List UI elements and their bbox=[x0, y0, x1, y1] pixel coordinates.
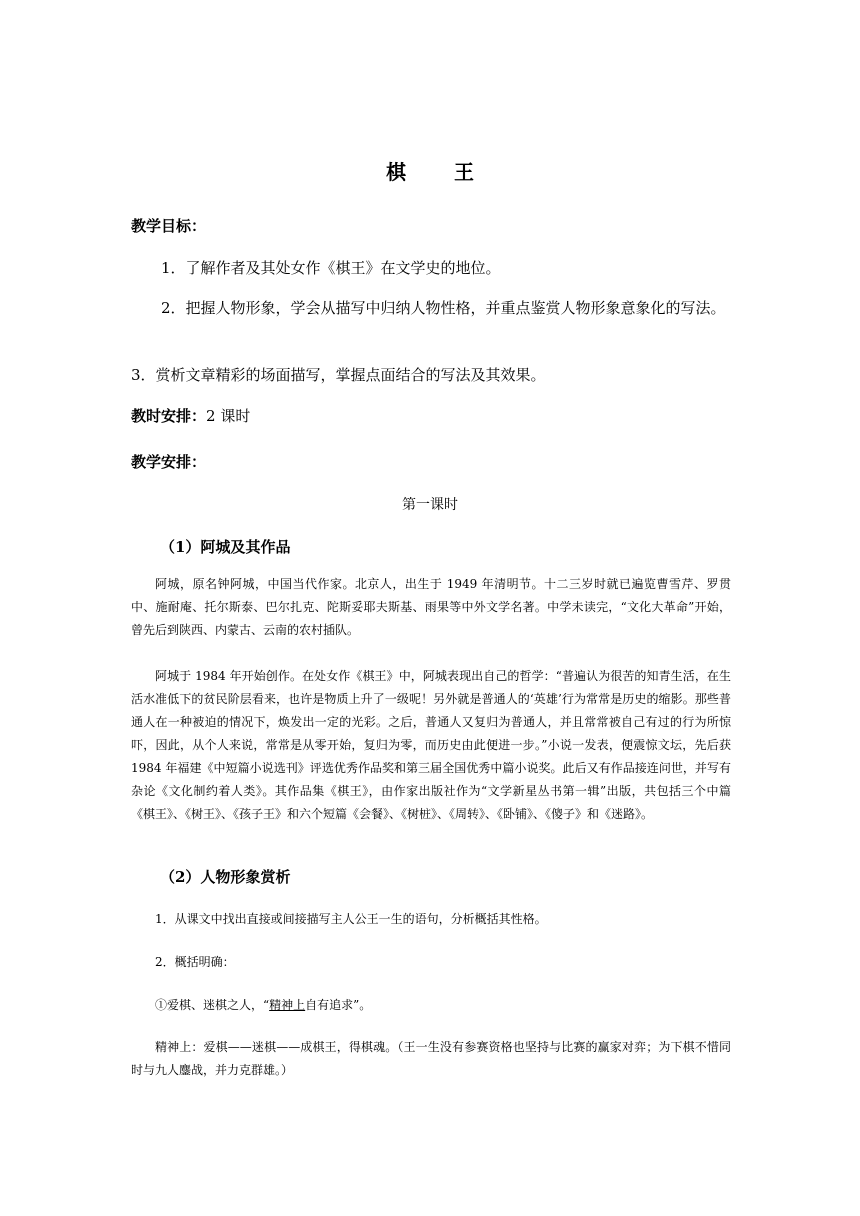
schedule-label: 教时安排： bbox=[131, 407, 207, 425]
point-1-suffix: 自有追求”。 bbox=[305, 998, 372, 1012]
point-1-prefix: ①爱棋、迷棋之人，“ bbox=[155, 998, 270, 1012]
schedule-line bbox=[131, 404, 731, 429]
schedule-value: 2 课时 bbox=[206, 407, 251, 425]
document-title: 棋 王 bbox=[386, 160, 488, 184]
question-2: 2．概括明确： bbox=[155, 955, 235, 969]
section-heading-character: （2）人物形象赏析 bbox=[160, 868, 291, 886]
author-paragraph-2: 阿城于 1984 年开始创作。在处女作《棋王》中，阿城表现出自己的哲学：“普遍认为很苦的知青生活，在生活水准低下的贫民阶层看来，也许是物质上升了一级呢！另外就是普通人的‘英雄’行为常常是历史的缩影。那些普通人在一种被迫的情况下，焕发出一定的光彩。之后，普通人又复归为普通人，并且常常被自己有过的行为所惊吓，因此，从个人来说，常常是从零开始，复归为零，而历史由此便进一步。”小说一发表，便震惊文坛，先后获 1984 年福建《中短篇小说选刊》评选优秀作品奖和第三届全国优秀中篇小说奖。此后又有作品接连问世，并写有杂论《文化制约着人类》。其作品集《棋王》，由作家出版社作为“文学新星丛书第一辑”出版，共包括三个中篇《棋王》、《树王》、《孩子王》和六个短篇《会餐》、《树桩》、《周转》、《卧铺》、《傻子》和《迷路》。 bbox=[131, 669, 731, 821]
point-1 bbox=[131, 994, 731, 1017]
lesson-title: 第一课时 bbox=[402, 497, 458, 513]
point-1-underlined: 精神上 bbox=[269, 998, 306, 1012]
character-paragraph: 精神上：爱棋——迷棋——成棋王，得棋魂。（王一生没有参赛资格也坚持与比赛的赢家对弈；为下棋不惜同时与九人鏖战，并力克群雄。） bbox=[131, 1040, 731, 1077]
objectives-heading: 教学目标： bbox=[131, 217, 207, 235]
objective-item-3: 3．赏析文章精彩的场面描写，掌握点面结合的写法及其效果。 bbox=[131, 366, 546, 384]
arrangement-heading: 教学安排： bbox=[131, 453, 207, 471]
objective-item-2: 2．把握人物形象，学会从描写中归纳人物性格，并重点鉴赏人物形象意象化的写法。 bbox=[161, 299, 726, 317]
question-1: 1．从课文中找出直接或间接描写主人公王一生的语句，分析概括其性格。 bbox=[155, 912, 547, 926]
section-heading-author: （1）阿城及其作品 bbox=[160, 538, 291, 556]
objective-item-1: 1．了解作者及其处女作《棋王》在文学史的地位。 bbox=[161, 259, 501, 277]
author-paragraph-1: 阿城，原名钟阿城，中国当代作家。北京人，出生于 1949 年清明节。十二三岁时就已遍览曹雪芹、罗贯中、施耐庵、托尔斯泰、巴尔扎克、陀斯妥耶夫斯基、雨果等中外文学名著。中学未读完，“文化大革命”开始，曾先后到陕西、内蒙古、云南的农村插队。 bbox=[131, 577, 731, 637]
